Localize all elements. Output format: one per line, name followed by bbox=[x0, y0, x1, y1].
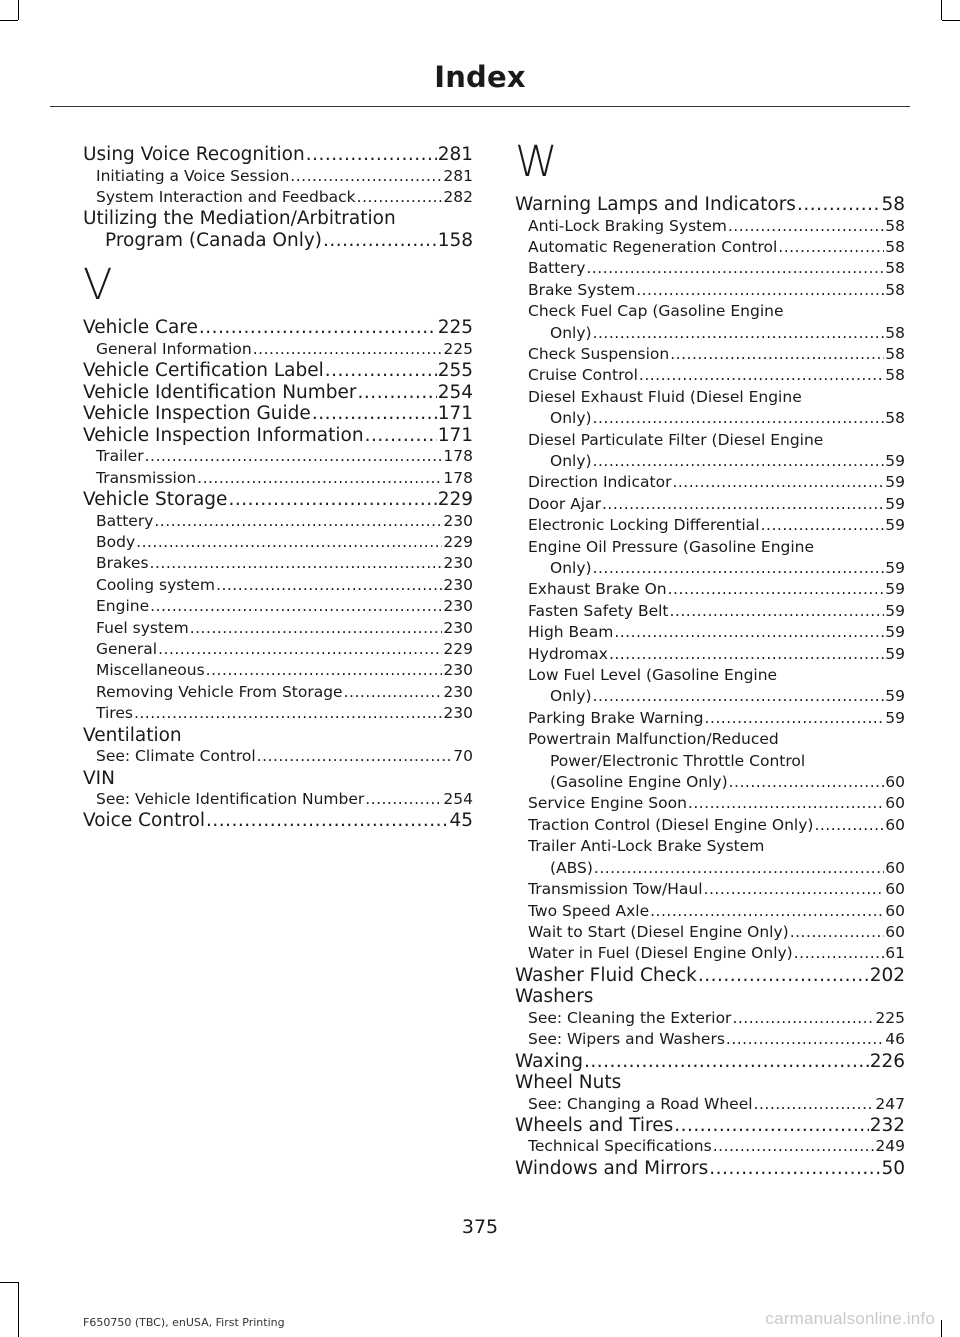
index-subentry[interactable]: Trailer ..... 178 bbox=[83, 446, 473, 467]
index-subentry[interactable]: Two Speed Axle ..... 60 bbox=[515, 901, 905, 922]
crop-mark-top-right-v bbox=[941, 0, 942, 20]
index-entry[interactable]: Voice Control ..... 45 bbox=[83, 810, 473, 832]
index-subentry[interactable]: See: Cleaning the Exterior ..... 225 bbox=[515, 1008, 905, 1029]
index-subentry[interactable]: Only) ..... 58 bbox=[515, 323, 905, 344]
index-subentry-line[interactable]: Power/Electronic Throttle Control bbox=[550, 751, 806, 770]
crop-mark-bottom-left-h bbox=[0, 1282, 18, 1283]
index-column-left bbox=[83, 144, 473, 832]
index-subentry[interactable]: Transmission Tow/Haul ..... 60 bbox=[515, 879, 905, 900]
index-subentry-line[interactable]: Low Fuel Level (Gasoline Engine bbox=[528, 666, 778, 685]
page-number: 375 bbox=[461, 1216, 499, 1238]
index-subentry[interactable]: Water in Fuel (Diesel Engine Only) ..... 61 bbox=[515, 943, 905, 964]
index-subentry[interactable]: High Beam ..... 59 bbox=[515, 622, 905, 643]
index-subentry[interactable]: Electronic Locking Differential ..... 59 bbox=[515, 515, 905, 536]
section-letter-w: W bbox=[515, 137, 558, 187]
index-column-right bbox=[515, 136, 905, 1179]
index-subentry[interactable]: Brakes ..... 230 bbox=[83, 553, 473, 574]
index-subentry[interactable]: Automatic Regeneration Control ..... 58 bbox=[515, 237, 905, 258]
index-subentry[interactable]: Tires ..... 230 bbox=[83, 703, 473, 724]
index-subentry[interactable]: Direction Indicator ..... 59 bbox=[515, 472, 905, 493]
index-subentry-line[interactable]: Diesel Particulate Filter (Diesel Engine bbox=[528, 430, 824, 449]
index-subentry[interactable]: Transmission ..... 178 bbox=[83, 468, 473, 489]
index-subentry[interactable]: Only) ..... 59 bbox=[515, 558, 905, 579]
crop-mark-bottom-left-v bbox=[18, 1282, 19, 1337]
crop-mark-top-left-h bbox=[0, 20, 18, 21]
index-subentry[interactable]: Removing Vehicle From Storage ..... 230 bbox=[83, 682, 473, 703]
index-subentry[interactable]: Service Engine Soon ..... 60 bbox=[515, 793, 905, 814]
index-subentry[interactable]: Only) ..... 58 bbox=[515, 408, 905, 429]
index-subentry[interactable]: Hydromax ..... 59 bbox=[515, 644, 905, 665]
index-subentry[interactable]: Battery ..... 230 bbox=[83, 511, 473, 532]
index-subentry[interactable]: Engine ..... 230 bbox=[83, 596, 473, 617]
index-entry-heading: VIN bbox=[83, 767, 115, 789]
index-subentry[interactable]: See: Climate Control ..... 70 bbox=[83, 746, 473, 767]
index-subentry[interactable]: Wait to Start (Diesel Engine Only) ..... 60 bbox=[515, 922, 905, 943]
index-subentry[interactable]: Miscellaneous ..... 230 bbox=[83, 660, 473, 681]
index-subentry-line[interactable]: Engine Oil Pressure (Gasoline Engine bbox=[528, 537, 815, 556]
index-subentry[interactable]: Fuel system ..... 230 bbox=[83, 618, 473, 639]
page-title: Index bbox=[434, 60, 526, 94]
index-subentry[interactable]: Only) ..... 59 bbox=[515, 686, 905, 707]
index-subentry[interactable]: See: Changing a Road Wheel ..... 247 bbox=[515, 1094, 905, 1115]
index-subentry[interactable]: Initiating a Voice Session ..... 281 bbox=[83, 166, 473, 187]
index-entry[interactable]: Washer Fluid Check ..... 202 bbox=[515, 965, 905, 987]
index-subentry[interactable]: Only) ..... 59 bbox=[515, 451, 905, 472]
index-subentry[interactable]: General Information ..... 225 bbox=[83, 339, 473, 360]
index-subentry[interactable]: Brake System ..... 58 bbox=[515, 280, 905, 301]
index-subentry[interactable]: Technical Specifications ..... 249 bbox=[515, 1136, 905, 1157]
index-subentry[interactable]: See: Vehicle Identification Number ..... 254 bbox=[83, 789, 473, 810]
section-letter-v: V bbox=[83, 260, 113, 311]
index-entry-line[interactable]: Utilizing the Mediation/Arbitration bbox=[83, 208, 396, 230]
index-subentry-line[interactable]: Check Fuel Cap (Gasoline Engine bbox=[528, 302, 784, 321]
index-subentry[interactable]: Exhaust Brake On ..... 59 bbox=[515, 579, 905, 600]
index-subentry[interactable]: Body ..... 229 bbox=[83, 532, 473, 553]
index-subentry[interactable]: System Interaction and Feedback ..... 282 bbox=[83, 187, 473, 208]
crop-mark-top-right-h bbox=[942, 20, 960, 21]
crop-mark-top-left-v bbox=[18, 0, 19, 20]
index-entry[interactable]: Using Voice Recognition ..... 281 bbox=[83, 144, 473, 166]
crop-mark-bottom-right-v bbox=[941, 1320, 942, 1337]
index-subentry-line[interactable]: Powertrain Malfunction/Reduced bbox=[528, 730, 779, 749]
index-entry[interactable]: Vehicle Identification Number ..... 254 bbox=[83, 382, 473, 404]
index-entry-heading: Wheel Nuts bbox=[515, 1072, 622, 1094]
index-subentry[interactable]: (ABS) ..... 60 bbox=[515, 858, 905, 879]
index-subentry[interactable]: Cruise Control ..... 58 bbox=[515, 365, 905, 386]
index-entry[interactable]: Waxing ..... 226 bbox=[515, 1051, 905, 1073]
index-subentry[interactable]: Battery ..... 58 bbox=[515, 258, 905, 279]
index-subentry[interactable]: General ..... 229 bbox=[83, 639, 473, 660]
index-entry[interactable]: Vehicle Care ..... 225 bbox=[83, 317, 473, 339]
header-divider bbox=[50, 106, 910, 107]
index-subentry[interactable]: Cooling system ..... 230 bbox=[83, 575, 473, 596]
index-entry[interactable]: Windows and Mirrors ..... 50 bbox=[515, 1158, 905, 1180]
index-entry[interactable]: Vehicle Certification Label ..... 255 bbox=[83, 360, 473, 382]
index-entry-heading: Ventilation bbox=[83, 724, 182, 746]
index-entry[interactable]: Vehicle Storage ..... 229 bbox=[83, 489, 473, 511]
index-entry-heading: Washers bbox=[515, 986, 594, 1008]
index-subentry[interactable]: Anti-Lock Braking System ..... 58 bbox=[515, 216, 905, 237]
index-entry[interactable]: Vehicle Inspection Guide ..... 171 bbox=[83, 403, 473, 425]
footer-print-info: F650750 (TBC), enUSA, First Printing bbox=[83, 1316, 285, 1329]
index-entry[interactable]: Warning Lamps and Indicators ..... 58 bbox=[515, 194, 905, 216]
index-subentry[interactable]: Check Suspension ..... 58 bbox=[515, 344, 905, 365]
index-entry[interactable]: Program (Canada Only) ..... 158 bbox=[83, 230, 473, 252]
index-subentry-line[interactable]: Diesel Exhaust Fluid (Diesel Engine bbox=[528, 387, 802, 406]
index-subentry[interactable]: Fasten Safety Belt ..... 59 bbox=[515, 601, 905, 622]
index-entry[interactable]: Vehicle Inspection Information ..... 171 bbox=[83, 425, 473, 447]
index-subentry[interactable]: (Gasoline Engine Only) ..... 60 bbox=[515, 772, 905, 793]
index-subentry[interactable]: Parking Brake Warning ..... 59 bbox=[515, 708, 905, 729]
index-subentry-line[interactable]: Trailer Anti-Lock Brake System bbox=[528, 837, 765, 856]
index-subentry[interactable]: See: Wipers and Washers ..... 46 bbox=[515, 1029, 905, 1050]
watermark: carmanualsonline.info bbox=[765, 1309, 935, 1328]
index-subentry[interactable]: Traction Control (Diesel Engine Only) ..... 60 bbox=[515, 815, 905, 836]
index-entry[interactable]: Wheels and Tires ..... 232 bbox=[515, 1115, 905, 1137]
index-subentry[interactable]: Door Ajar ..... 59 bbox=[515, 494, 905, 515]
